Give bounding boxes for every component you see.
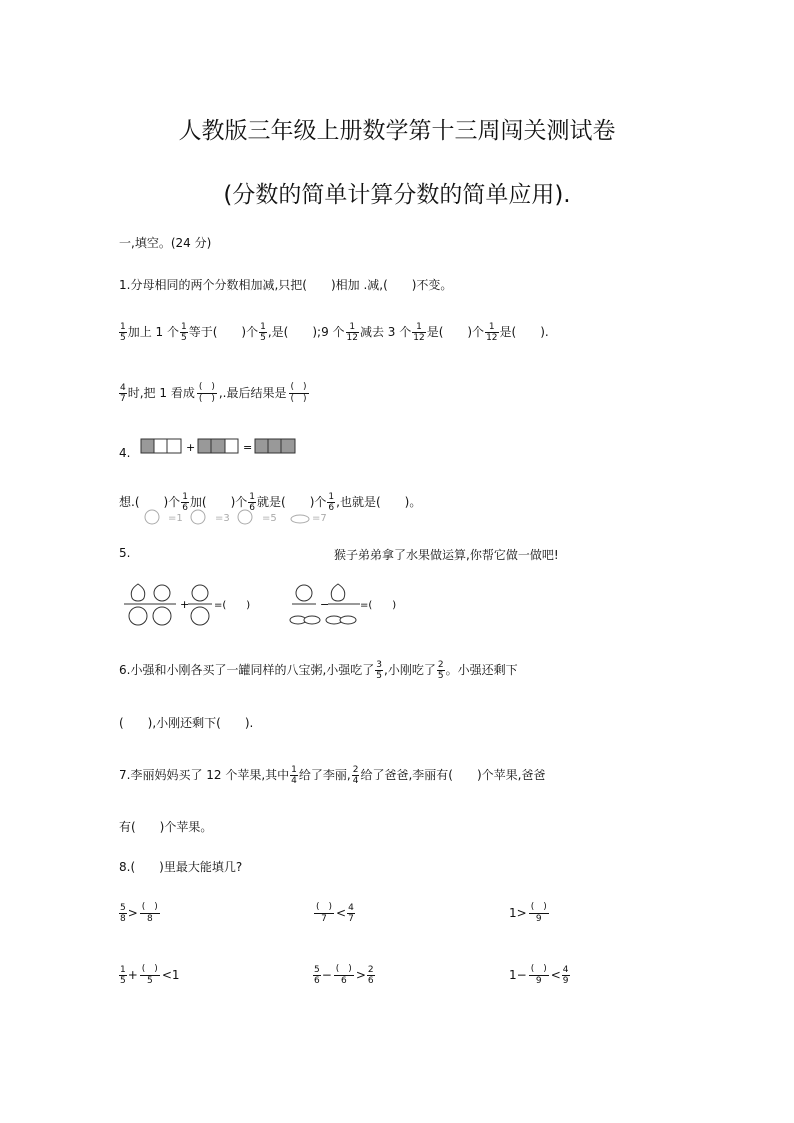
fraction: $\frac{1}{5}$	[120, 322, 126, 343]
fruit-fraction-1	[124, 584, 176, 625]
fraction: $\frac{4}{7}$	[120, 383, 126, 404]
blank-fraction[interactable]: ( ) 7	[316, 902, 333, 924]
inequality-c: 1> ( ) 9	[509, 902, 547, 924]
minus-sign: −	[320, 598, 330, 611]
inequality-a: $\frac{5}{8}$ > ( ) 8	[120, 902, 158, 924]
fraction: $\frac{2}{6}$	[367, 965, 374, 986]
fruit-fraction-4	[326, 584, 356, 624]
fraction: $\frac{1}{5}$	[120, 965, 126, 986]
fraction-bars-figure	[140, 438, 300, 456]
question-5-label: 5.	[119, 546, 131, 560]
question-7: 7.李丽妈妈买了 12 个苹果,其中 $\frac{1}{4}$ 给了李丽, $\frac{2}{4}$ 给了爸爸,李丽有( )个苹果,爸爸	[119, 765, 546, 786]
fraction: $\frac{1}{12}$	[346, 322, 358, 343]
ghost-text: =7	[312, 513, 327, 524]
question-4-think: 想.( )个 $\frac{1}{6}$ 加( )个 $\frac{1}{6}$ 就是( )个 $\frac{1}{6}$ ,也就是( )。	[119, 492, 422, 513]
inequality-d: $\frac{1}{5}$ + ( ) 5 <1	[120, 964, 180, 986]
fraction: $\frac{3}{5}$	[376, 660, 382, 681]
fraction: $\frac{1}{12}$	[486, 322, 498, 343]
question-7-line2: 有( )个苹果。	[119, 820, 213, 834]
inequality-b: ( ) 7 < $\frac{4}{7}$	[316, 902, 354, 924]
blank-fraction[interactable]: ( ) 6	[335, 964, 352, 986]
section-heading: 一,填空。(24 分)	[119, 236, 212, 250]
fraction: $\frac{2}{5}$	[437, 660, 444, 681]
fraction: $\frac{4}{7}$	[348, 903, 354, 924]
question-8: 8.( )里最大能填几?	[119, 860, 243, 874]
question-6-line2: ( ),小刚还剩下( ).	[119, 716, 254, 730]
fraction: $\frac{1}{5}$	[260, 322, 266, 343]
page-subtitle: (分数的简单计算分数的简单应用).	[223, 182, 571, 208]
question-6: 6.小强和小刚各买了一罐同样的八宝粥,小强吃了 $\frac{3}{5}$ ,小刚吃了 $\frac{2}{5}$ 。小强还剩下	[119, 660, 518, 681]
fraction: $\frac{5}{8}$	[120, 903, 126, 924]
question-4-label: 4.	[119, 446, 131, 460]
fruit-equations-figure	[122, 580, 482, 628]
fruit-fraction-2	[188, 585, 212, 625]
inequality-e: $\frac{5}{6}$ − ( ) 6 > $\frac{2}{6}$	[314, 964, 374, 986]
inequality-f: 1− ( ) 9 < $\frac{4}{9}$	[509, 964, 569, 986]
question-2: $\frac{1}{5}$ 加上 1 个 $\frac{1}{5}$ 等于( )个 $\frac{1}{5}$ ,是( );9 个 $\frac{1}{12}$ 减去 3 个 $\frac{1}{12}$ 是( )个 $\frac{1}{12}$ 是( ).	[120, 322, 549, 343]
blank-fraction[interactable]: ( ) 9	[530, 902, 547, 924]
ghost-text: =1	[168, 513, 183, 524]
fraction: $\frac{1}{6}$	[249, 492, 256, 513]
fraction-bar-2	[198, 439, 238, 453]
plus-sign: +	[186, 441, 196, 454]
page-title: 人教版三年级上册数学第十三周闯关测试卷	[178, 118, 616, 144]
blank-answer: =( )	[360, 600, 397, 611]
fraction: $\frac{1}{6}$	[182, 492, 188, 513]
fraction-bar-1	[141, 439, 181, 453]
fraction: $\frac{1}{5}$	[181, 322, 187, 343]
blank-fraction[interactable]: ( ) 9	[530, 964, 547, 986]
fruit-fraction-3	[290, 585, 320, 624]
blank-answer: =( )	[214, 600, 251, 611]
ghost-text: =5	[262, 513, 277, 524]
question-1: 1.分母相同的两个分数相加减,只把( )相加 .减,( )不变。	[119, 278, 453, 292]
ghost-text: =3	[215, 513, 230, 524]
fraction: $\frac{5}{6}$	[314, 965, 320, 986]
blank-fraction[interactable]: ( ) 8	[141, 902, 158, 924]
plus-sign: +	[180, 598, 190, 611]
fraction: $\frac{1}{6}$	[328, 492, 335, 513]
blank-fraction[interactable]: ( ) ( )	[290, 382, 307, 404]
blank-fraction[interactable]: ( ) 5	[141, 964, 158, 986]
question-3: $\frac{4}{7}$ 时,把 1 看成 ( ) ( ) ,.最后结果是 ( ) ( )	[120, 382, 307, 404]
blank-fraction[interactable]: ( ) ( )	[198, 382, 215, 404]
equals-sign: =	[243, 441, 253, 454]
fraction: $\frac{2}{4}$	[352, 765, 359, 786]
fraction: $\frac{4}{9}$	[562, 965, 569, 986]
question-5-text: 猴子弟弟拿了水果做运算,你帮它做一做吧!	[334, 548, 559, 562]
fraction: $\frac{1}{4}$	[291, 765, 297, 786]
fraction-bar-3	[255, 439, 295, 453]
fraction: $\frac{1}{12}$	[413, 322, 425, 343]
